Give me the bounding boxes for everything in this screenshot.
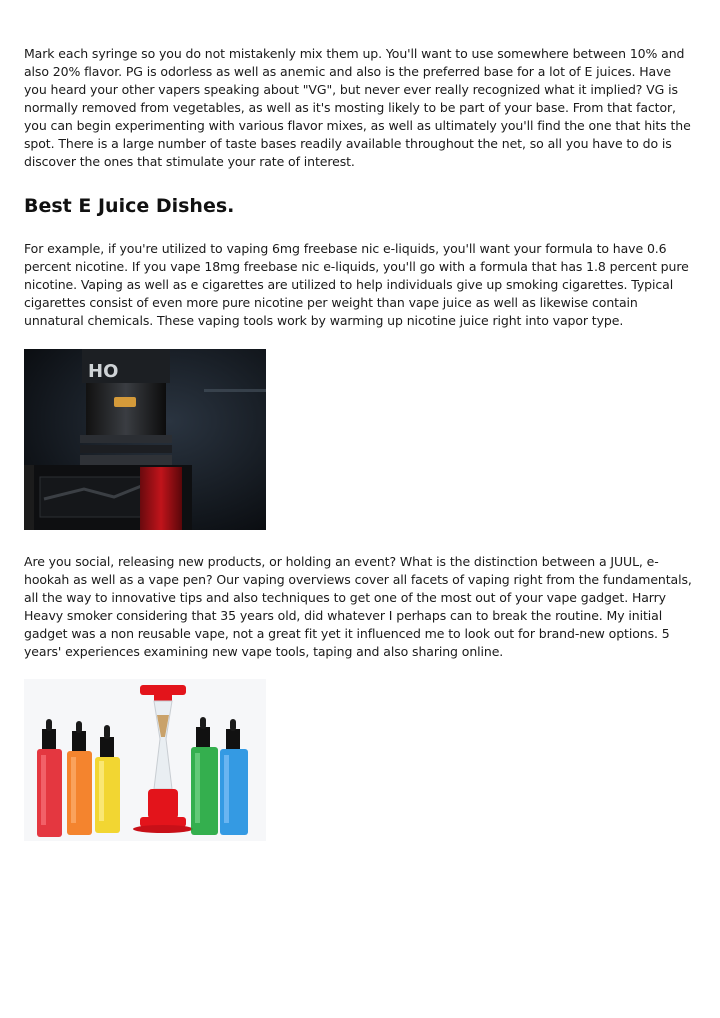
e-liquid-bottles-photo [24, 679, 266, 841]
section-heading: Best E Juice Dishes. [24, 195, 235, 217]
article-paragraph: Are you social, releasing new products, or holding an event? What is the distinction between a JUUL, e-hookah as well as a vape pen? Our vaping overviews cover all facets of vaping right from the fundamentals, all the way to innovative tips and also techniques to get one of the most out of your vape gadget. Harry Heavy smoker considering that 35 years old, did whatever I perhaps can to break the routine. My initial gadget was a non reusable vape, not a great fit yet it influenced me to look out for brand-new options. 5 years' experiences examining new vape tools, taping and also sharing online. [24, 554, 692, 659]
tank-label-text: HO [88, 361, 119, 382]
article-paragraph: For example, if you're utilized to vaping 6mg freebase nic e-liquids, you'll want your formula to have 0.6 percent nicotine. If you vape 18mg freebase nic e-liquids, you'll go with a formula that has 1.8 percent pure nicotine. Vaping as well as e cigarettes are utilized to help individuals give up smoking cigarettes. Typical cigarettes consist of even more pure nicotine per weight than vape juice as well as likewise contain unnatural chemicals. These vaping tools work by warming up nicotine juice right into vapor type. [24, 241, 689, 328]
article-paragraph: Mark each syringe so you do not mistakenly mix them up. You'll want to use somewhere between 10% and also 20% flavor. PG is odorless as well as anemic and also is the preferred base for a lot of E juices. Have you heard your other vapers speaking about "VG", but never ever really recognized what it implied? VG is normally removed from vegetables, as well as it's mosting likely to be part of your base. From that factor, you can begin experimenting with various flavor mixes, as well as ultimately you'll find the one that hits the spot. There is a large number of taste bases readily available throughout the net, so all you have to do is discover the ones that stimulate your rate of interest. [24, 46, 691, 169]
vape-device-photo [24, 349, 266, 530]
